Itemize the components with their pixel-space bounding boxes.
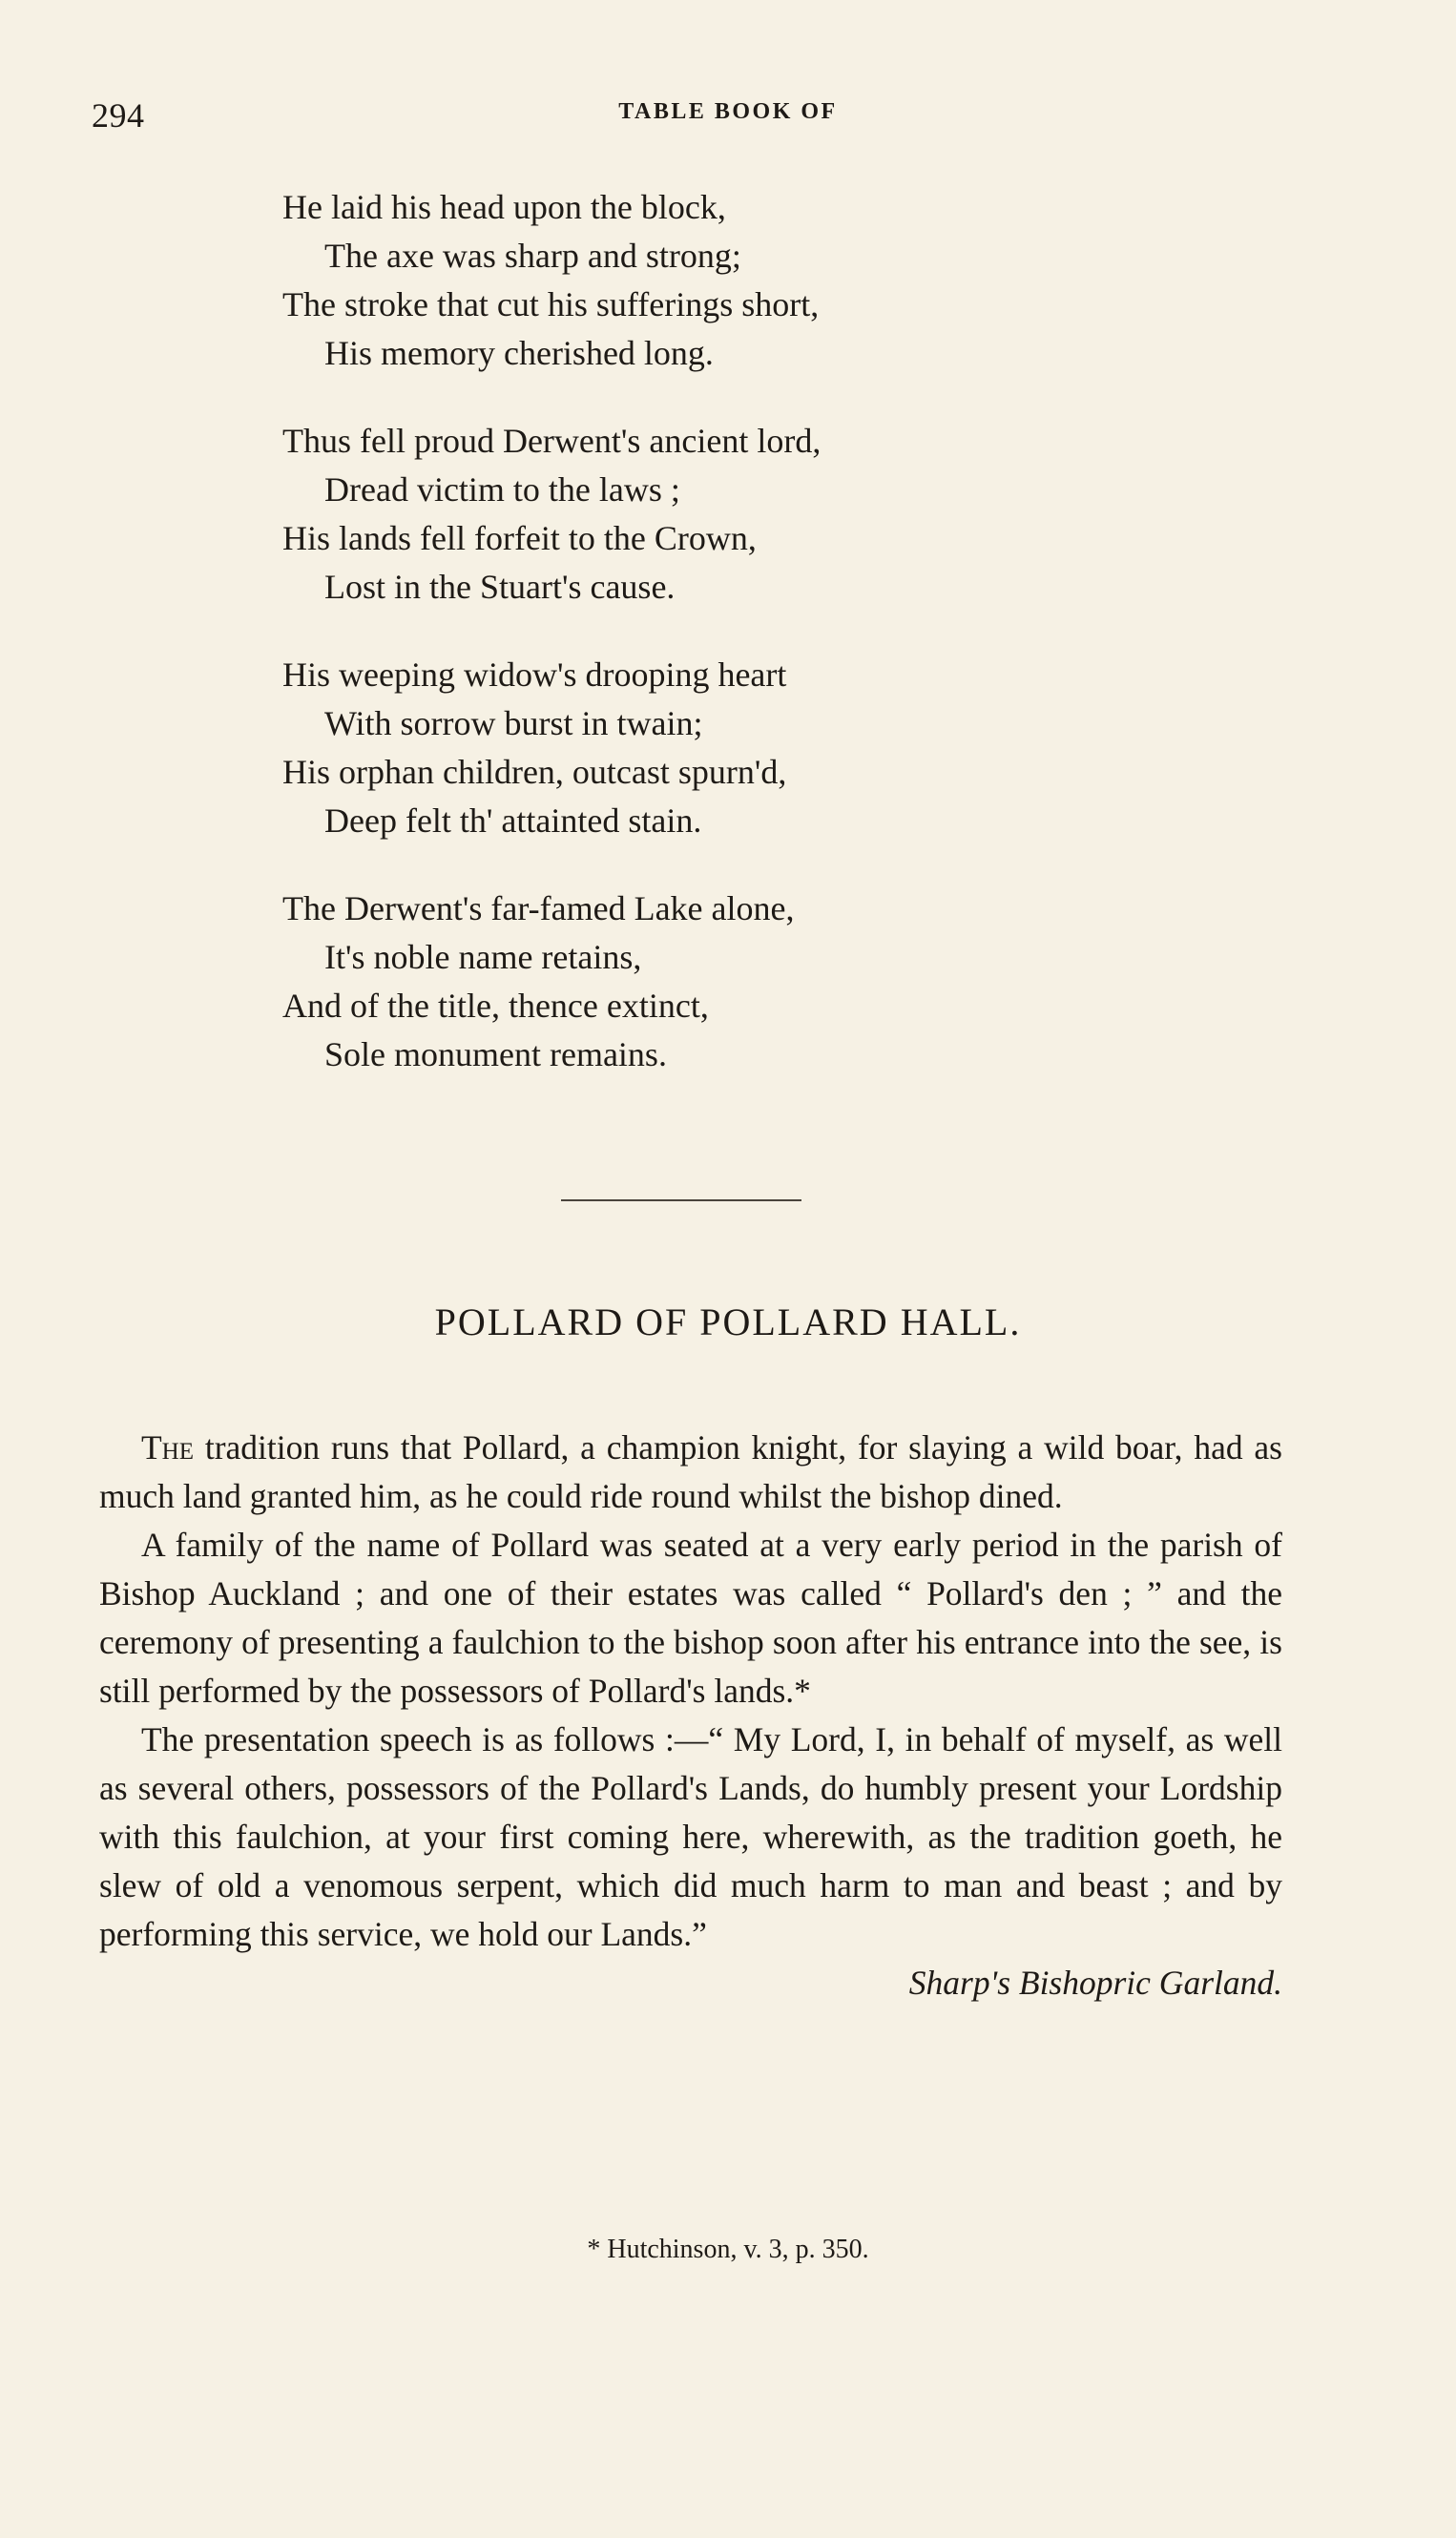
poem-line: Sole monument remains. xyxy=(324,1035,667,1073)
poem-line: And of the title, thence extinct, xyxy=(282,987,709,1025)
running-head xyxy=(0,95,1456,137)
poem-line: He laid his head upon the block, xyxy=(282,188,726,226)
section-divider xyxy=(561,1199,801,1201)
footnote: * Hutchinson, v. 3, p. 350. xyxy=(587,2235,869,2264)
running-title: TABLE BOOK OF xyxy=(618,99,838,124)
poem-line: Lost in the Stuart's cause. xyxy=(324,568,676,606)
poem-line: The axe was sharp and strong; xyxy=(324,237,741,275)
poem-line: Thus fell proud Derwent's ancient lord, xyxy=(282,422,822,460)
poem-line: With sorrow burst in twain; xyxy=(324,704,703,742)
poem-line: His lands fell forfeit to the Crown, xyxy=(282,519,757,557)
poem-line: His weeping widow's drooping heart xyxy=(282,655,787,694)
poem-line: Dread victim to the laws ; xyxy=(324,470,680,509)
paragraph-text: tradition runs that Pollard, a champion knight, for slaying a wild boar, had as much land granted him, as he could ride round whilst the bishop dined. xyxy=(99,1428,1282,1515)
poem-line: His orphan children, outcast spurn'd, xyxy=(282,753,787,791)
prose-body xyxy=(99,1424,1282,2008)
poem-stanza-4 xyxy=(282,884,1141,1079)
poem-line: Deep felt th' attainted stain. xyxy=(324,801,702,840)
section-title: POLLARD OF POLLARD HALL. xyxy=(434,1300,1022,1343)
poem-line: It's noble name retains, xyxy=(324,938,642,976)
page-number: 294 xyxy=(92,96,145,135)
poem xyxy=(282,183,1141,1118)
paragraph-3: The presentation speech is as follows :—“ My Lord, I, in behalf of myself, as well as several others, possessors of the Pollard's Lands, do humbly present your Lordship with this faulchion, at your first coming here, wherewith, as the tradition goeth, he slew of old a venomous serpent, which did much harm to man and beast ; and by performing this service, we hold our Lands.” xyxy=(99,1720,1282,1953)
paragraph-lead-word: The xyxy=(141,1428,195,1467)
poem-stanza-1 xyxy=(282,183,1141,378)
attribution: Sharp's Bishopric Garland. xyxy=(908,1964,1282,2002)
paragraph-2: A family of the name of Pollard was seated at a very early period in the parish of Bishop Auckland ; and one of their estates was called “ Pollard's den ; ” and the ceremony of presenting a faulchion to the bishop soon after his entrance into the see, is still performed by the possessors of Pollard's lands.* xyxy=(99,1526,1282,1710)
paragraph-1 xyxy=(99,1424,1282,1521)
poem-stanza-3 xyxy=(282,651,1141,845)
poem-line: The stroke that cut his sufferings short, xyxy=(282,285,820,323)
poem-line: The Derwent's far-famed Lake alone, xyxy=(282,889,795,927)
poem-line: His memory cherished long. xyxy=(324,334,714,372)
poem-stanza-2 xyxy=(282,417,1141,612)
